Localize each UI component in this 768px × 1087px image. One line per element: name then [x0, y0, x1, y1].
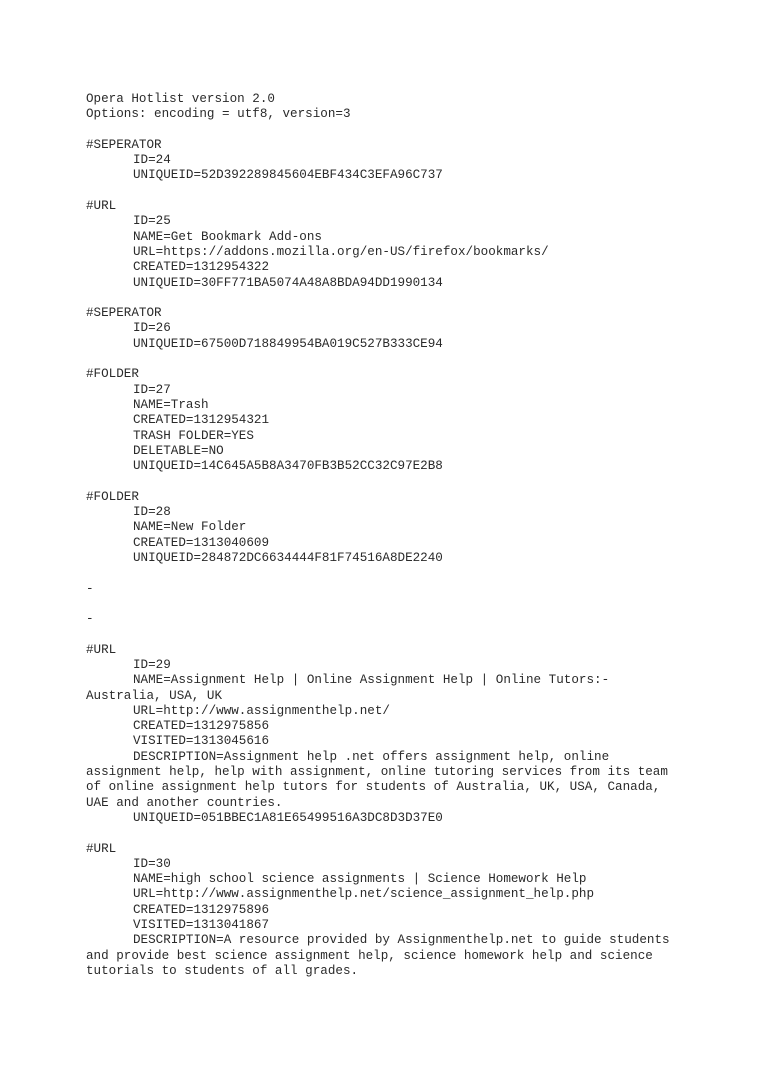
entry-field: CREATED=1312954321	[133, 413, 270, 428]
url-entry	[86, 643, 686, 827]
entry-type: #URL	[86, 841, 117, 856]
entry-field: NAME=Trash	[133, 397, 209, 412]
blank-line	[86, 352, 686, 367]
dash-line: -	[86, 612, 94, 627]
entry-description: DESCRIPTION=Assignment help .net offers assignment help, online assignment help, help with assignment, online tutoring services from its team of online assignment help tutors for students of Australia, UK, USA, Canada, UAE and another countries.	[86, 749, 668, 810]
entry-name: NAME=high school science assignments | Science Homework Help	[133, 872, 587, 887]
entry-visited: VISITED=1313045616	[133, 734, 270, 749]
blank-line	[86, 627, 686, 642]
entry-type: #SEPERATOR	[86, 137, 162, 152]
entry-field: UNIQUEID=30FF771BA5074A48A8BDA94DD1990134	[133, 275, 443, 290]
entry-field: NAME=New Folder	[133, 520, 247, 535]
entry-field: ID=29	[133, 657, 171, 672]
url-entry	[86, 199, 686, 291]
entry-field: ID=27	[133, 382, 171, 397]
entry-type: #FOLDER	[86, 367, 139, 382]
entry-field: ID=24	[133, 153, 171, 168]
entry-field: UNIQUEID=52D392289845604EBF434C3EFA96C737	[133, 168, 443, 183]
document-options: Options: encoding = utf8, version=3	[86, 107, 351, 122]
entry-field: TRASH FOLDER=YES	[133, 428, 254, 443]
blank-line	[86, 474, 686, 489]
entry-type: #URL	[86, 642, 117, 657]
entry-field: UNIQUEID=284872DC6634444F81F74516A8DE2240	[133, 550, 443, 565]
entry-field: ID=25	[133, 214, 171, 229]
folder-entry	[86, 490, 686, 566]
folder-entry	[86, 367, 686, 474]
entry-field: URL=https://addons.mozilla.org/en-US/firefox/bookmarks/	[133, 244, 549, 259]
hotlist-document	[86, 92, 686, 979]
blank-line	[86, 597, 686, 612]
blank-line	[86, 184, 686, 199]
entry-visited: VISITED=1313041867	[133, 918, 270, 933]
entry-url: URL=http://www.assignmenthelp.net/	[133, 703, 390, 718]
entry-field: ID=28	[133, 505, 171, 520]
separator-entry	[86, 138, 686, 184]
entry-field: UNIQUEID=67500D718849954BA019C527B333CE94	[133, 336, 443, 351]
entry-field: ID=26	[133, 321, 171, 336]
document-title: Opera Hotlist version 2.0	[86, 92, 275, 106]
entry-field: UNIQUEID=14C645A5B8A3470FB3B52CC32C97E2B8	[133, 459, 443, 474]
entry-created: CREATED=1312975856	[133, 719, 270, 734]
entry-name: NAME=Assignment Help | Online Assignment Help | Online Tutors:- Australia, USA, UK	[86, 673, 610, 703]
entry-url: URL=http://www.assignmenthelp.net/science_assignment_help.php	[133, 887, 595, 902]
entry-field: DELETABLE=NO	[133, 443, 224, 458]
entry-field: ID=30	[133, 856, 171, 871]
entry-description: DESCRIPTION=A resource provided by Assignmenthelp.net to guide students and provide best science assignment help, science homework help and science tutorials to students of all grades.	[86, 933, 670, 978]
blank-line	[86, 566, 686, 581]
entry-type: #URL	[86, 199, 117, 214]
entry-field: CREATED=1312954322	[133, 260, 270, 275]
blank-line	[86, 826, 686, 841]
separator-entry	[86, 306, 686, 352]
entry-created: CREATED=1312975896	[133, 902, 270, 917]
dash-line: -	[86, 581, 94, 596]
entry-type: #SEPERATOR	[86, 306, 162, 321]
url-entry	[86, 842, 686, 980]
entry-uniqueid: UNIQUEID=051BBEC1A81E65499516A3DC8D3D37E0	[133, 810, 443, 825]
blank-line	[86, 291, 686, 306]
entry-type: #FOLDER	[86, 489, 139, 504]
entry-field: CREATED=1313040609	[133, 535, 270, 550]
entry-field: NAME=Get Bookmark Add-ons	[133, 229, 322, 244]
blank-line	[86, 123, 686, 138]
